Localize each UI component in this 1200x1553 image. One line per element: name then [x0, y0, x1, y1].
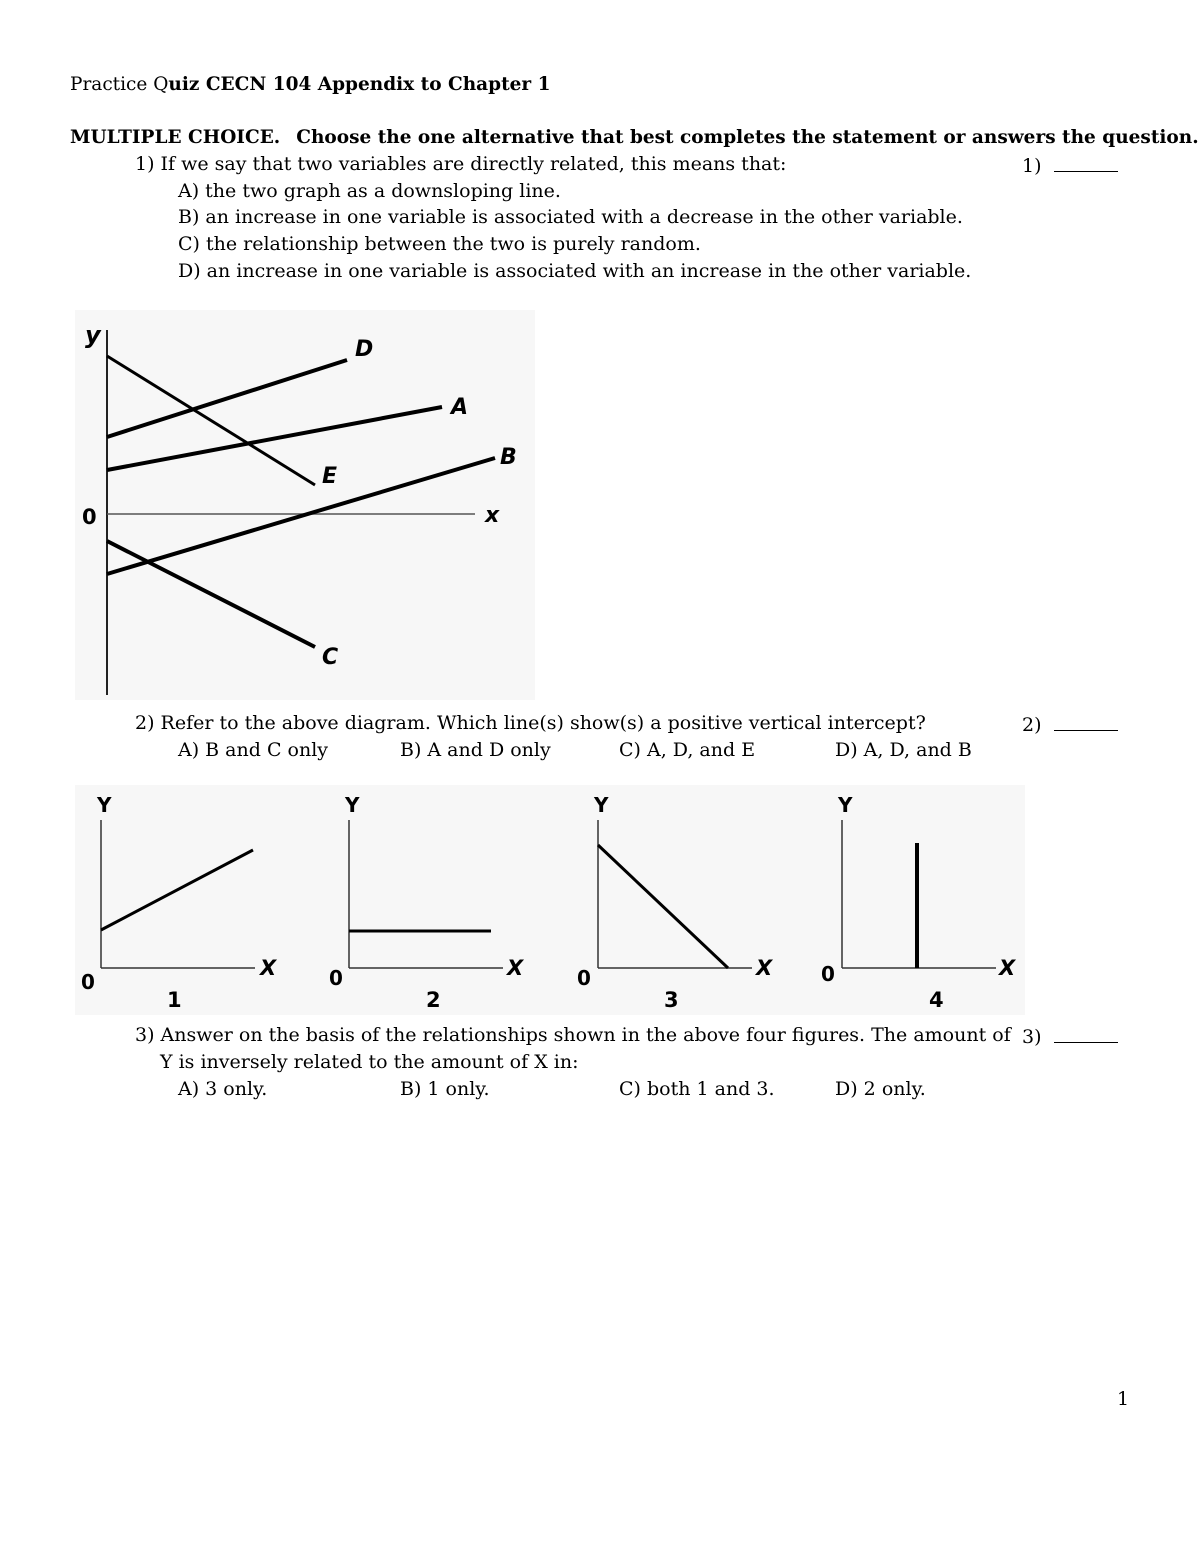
- line-label-d: D: [355, 337, 374, 362]
- q3-option-b: B) 1 only.: [400, 1078, 490, 1100]
- page-number: 1: [1117, 1388, 1130, 1410]
- q1-answer-blank[interactable]: [1054, 153, 1118, 172]
- figure-2-y-label: Y: [345, 793, 360, 817]
- figure-1-y-label: Y: [97, 793, 112, 817]
- figure-3-x-label: X: [756, 956, 773, 980]
- q1-answer-label: 1): [1022, 155, 1042, 177]
- y-axis-label: y: [85, 321, 101, 349]
- figure-4-origin: 0: [821, 962, 835, 986]
- q1-stem: 1) If we say that two variables are directly related, this means that:: [135, 153, 787, 175]
- figure-2-origin: 0: [329, 966, 343, 990]
- lines-diagram: [75, 310, 535, 700]
- line-label-b: B: [500, 445, 517, 470]
- figure-4-x-label: X: [999, 956, 1016, 980]
- figure-3-number: 3: [664, 988, 679, 1012]
- instructions-label: MULTIPLE CHOICE.: [70, 127, 281, 148]
- q3-option-a: A) 3 only.: [178, 1078, 268, 1100]
- line-label-c: C: [322, 645, 339, 670]
- figure-1-origin: 0: [81, 970, 95, 994]
- figure-2-x-label: X: [507, 956, 524, 980]
- instructions-text: Choose the one alternative that best completes the statement or answers the question.: [296, 127, 1199, 148]
- figure-1-number: 1: [167, 988, 182, 1012]
- q2-answer-label: 2): [1022, 714, 1042, 736]
- q3-option-c: C) both 1 and 3.: [619, 1078, 775, 1100]
- q3-answer: [1022, 1024, 1118, 1048]
- q2-option-c: C) A, D, and E: [619, 739, 756, 761]
- origin-label: 0: [82, 505, 97, 529]
- q2-option-a: A) B and C only: [178, 739, 329, 761]
- q3-stem-line1: 3) Answer on the basis of the relationships shown in the above four figures. The amount of: [135, 1024, 1011, 1046]
- line-label-a: A: [451, 395, 469, 420]
- figure-4-number: 4: [929, 988, 944, 1012]
- q2-option-d: D) A, D, and B: [835, 739, 972, 761]
- q3-answer-blank[interactable]: [1054, 1024, 1118, 1043]
- q2-stem: 2) Refer to the above diagram. Which line(s) show(s) a positive vertical intercept?: [135, 712, 926, 734]
- page-title: [70, 74, 550, 95]
- figure-4-y-label: Y: [838, 793, 853, 817]
- figure-2-number: 2: [426, 988, 441, 1012]
- figure-3-origin: 0: [577, 966, 591, 990]
- q3-option-d: D) 2 only.: [835, 1078, 926, 1100]
- diagram-background: [75, 785, 1025, 1015]
- figure-1-x-label: X: [260, 956, 277, 980]
- q3-stem-line2: Y is inversely related to the amount of X in:: [160, 1051, 579, 1073]
- q1-option-a: A) the two graph as a downsloping line.: [178, 180, 561, 202]
- q1-option-b: B) an increase in one variable is associated with a decrease in the other variable.: [178, 206, 963, 228]
- q2-option-b: B) A and D only: [400, 739, 551, 761]
- q1-option-c: C) the relationship between the two is purely random.: [178, 233, 701, 255]
- line-label-e: E: [322, 464, 338, 489]
- figure-3-y-label: Y: [594, 793, 609, 817]
- x-axis-label: x: [485, 503, 500, 528]
- title-plain: Practice Q: [70, 74, 169, 95]
- four-figures-diagram: [75, 785, 1025, 1015]
- q2-answer-blank[interactable]: [1054, 712, 1118, 731]
- q1-answer: [1022, 153, 1118, 177]
- q1-option-d: D) an increase in one variable is associated with an increase in the other variable.: [178, 260, 972, 282]
- q3-answer-label: 3): [1022, 1026, 1042, 1048]
- q2-answer: [1022, 712, 1118, 736]
- title-bold: uiz CECN 104 Appendix to Chapter 1: [168, 74, 551, 95]
- instructions: [70, 127, 1199, 148]
